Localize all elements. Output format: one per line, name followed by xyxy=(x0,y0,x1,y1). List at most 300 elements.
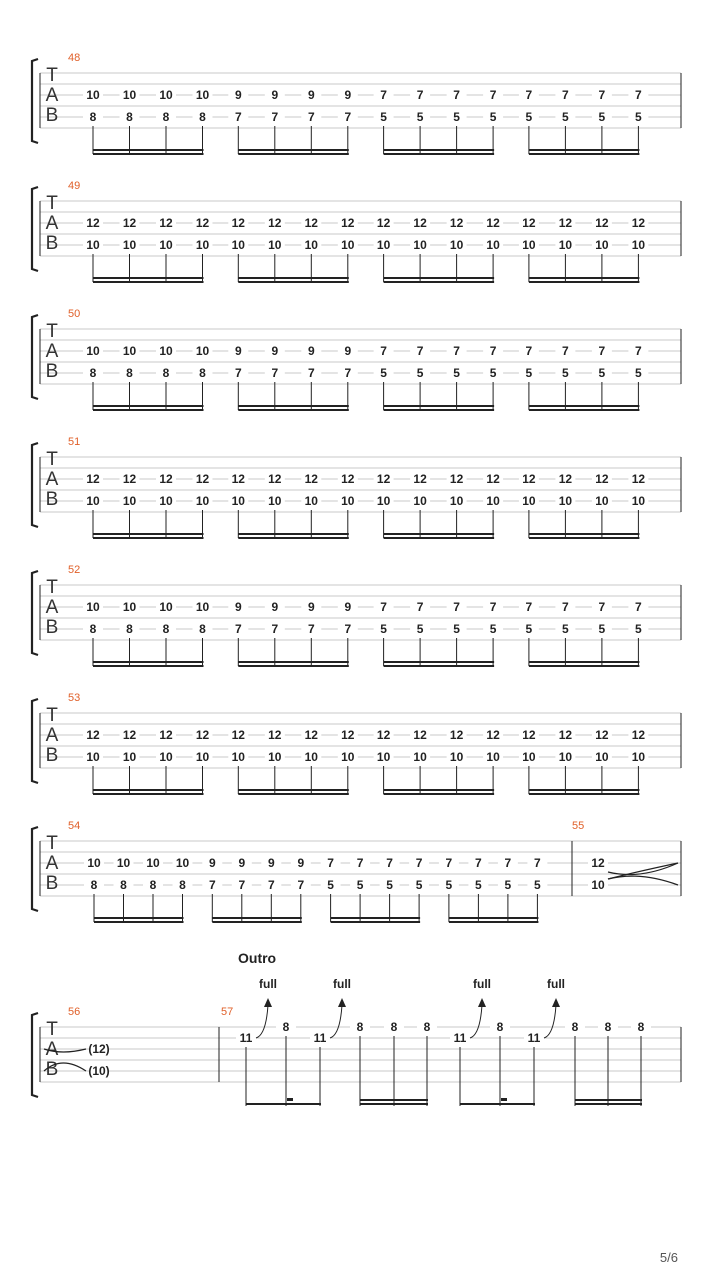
beam xyxy=(384,665,495,667)
beam xyxy=(93,405,204,407)
fret-number: 7 xyxy=(598,344,606,358)
beam xyxy=(238,789,348,791)
fret-number: 7 xyxy=(489,344,497,358)
fret-number: 9 xyxy=(307,344,315,358)
rest-mark xyxy=(287,1098,293,1101)
fret-number: 12 xyxy=(376,472,391,486)
fret-number: 5 xyxy=(416,110,424,124)
beam xyxy=(238,281,348,283)
beam xyxy=(529,409,640,411)
fret-number: 8 xyxy=(637,1020,645,1034)
beam xyxy=(238,533,348,535)
fret-number: 10 xyxy=(231,494,245,508)
fret-number: 5 xyxy=(562,622,569,636)
fret-number: 12 xyxy=(595,728,609,742)
fret-number: 9 xyxy=(271,344,279,358)
fret-number: 8 xyxy=(126,622,133,636)
beam xyxy=(331,921,421,923)
measure-number: 49 xyxy=(68,180,81,192)
fret-number: 10 xyxy=(86,750,100,764)
beam xyxy=(246,1103,321,1105)
measure-number: 53 xyxy=(68,692,81,704)
measure-number: 48 xyxy=(68,52,81,64)
beam xyxy=(93,537,204,539)
beam xyxy=(384,537,495,539)
fret-number: 10 xyxy=(558,750,573,764)
beam xyxy=(238,665,348,667)
fret-number: 5 xyxy=(635,366,642,380)
fret-number: 12 xyxy=(231,472,245,486)
fret-number: 12 xyxy=(486,216,500,230)
fret-number: 5 xyxy=(327,878,334,892)
fret-number: 7 xyxy=(271,622,279,636)
fret-number: 8 xyxy=(89,110,97,124)
fret-number: 10 xyxy=(159,238,173,252)
fret-number: 12 xyxy=(195,216,210,230)
fret-number: 12 xyxy=(304,728,318,742)
tab-clef-letter: A xyxy=(45,853,59,874)
fret-number: 7 xyxy=(307,622,315,636)
fret-number: 9 xyxy=(234,88,242,102)
fret-number: 10 xyxy=(522,750,536,764)
fret-number: 12 xyxy=(631,728,646,742)
fret-number: 7 xyxy=(635,344,642,358)
fret-number: 7 xyxy=(238,878,246,892)
fret-number: 10 xyxy=(195,750,210,764)
beam xyxy=(238,537,348,539)
bend-label: full xyxy=(473,977,491,991)
tab-clef-letter: B xyxy=(45,1059,59,1080)
fret-number: 8 xyxy=(496,1020,504,1034)
fret-number: 10 xyxy=(376,494,391,508)
fret-number: 7 xyxy=(307,366,315,380)
fret-number: 5 xyxy=(445,878,453,892)
fret-number: 8 xyxy=(89,622,97,636)
beam xyxy=(529,533,640,535)
fret-number: 10 xyxy=(631,238,646,252)
tab-clef-letter: B xyxy=(45,617,59,638)
fret-number: 11 xyxy=(527,1031,541,1045)
fret-number: 12 xyxy=(558,472,573,486)
fret-number: 7 xyxy=(489,600,497,614)
fret-number: 10 xyxy=(195,88,210,102)
beam xyxy=(360,1099,428,1101)
fret-number: 7 xyxy=(416,344,424,358)
fret-number: 12 xyxy=(595,472,609,486)
fret-number: 12 xyxy=(195,728,210,742)
beam xyxy=(238,149,348,151)
beam xyxy=(460,1103,535,1105)
fret-number: 10 xyxy=(376,238,391,252)
fret-number: 5 xyxy=(415,878,423,892)
fret-number: 10 xyxy=(86,88,100,102)
fret-number: 12 xyxy=(341,728,355,742)
fret-number: 10 xyxy=(413,494,427,508)
fret-number: 7 xyxy=(344,366,352,380)
fret-number: 10 xyxy=(122,344,137,358)
fret-number: 7 xyxy=(635,88,642,102)
fret-number: 10 xyxy=(268,238,282,252)
fret-number: 9 xyxy=(344,344,352,358)
fret-number: 12 xyxy=(304,472,318,486)
fret-number: 5 xyxy=(525,110,533,124)
tab-clef-letter: A xyxy=(45,597,59,618)
beam xyxy=(94,921,184,923)
fret-number: 7 xyxy=(453,600,460,614)
measure-number: 52 xyxy=(68,564,81,576)
fret-number: 12 xyxy=(413,216,427,230)
fret-number: 12 xyxy=(86,472,100,486)
fret-number: 9 xyxy=(271,600,279,614)
fret-number: 12 xyxy=(268,728,282,742)
fret-number: 5 xyxy=(416,366,424,380)
fret-number: 10 xyxy=(86,238,100,252)
fret-number: 5 xyxy=(562,366,569,380)
fret-number: 7 xyxy=(598,600,606,614)
beam xyxy=(384,533,495,535)
fret-number: 10 xyxy=(595,238,609,252)
fret-number: 5 xyxy=(453,366,460,380)
fret-number: 8 xyxy=(356,1020,364,1034)
fret-number: 8 xyxy=(126,110,133,124)
fret-number: 7 xyxy=(234,110,242,124)
fret-number: (10) xyxy=(88,1064,110,1078)
fret-number: 7 xyxy=(525,88,533,102)
fret-number: 10 xyxy=(341,750,355,764)
beam xyxy=(238,661,348,663)
tab-clef-letter: B xyxy=(45,233,59,254)
fret-number: 12 xyxy=(631,472,646,486)
fret-number: 5 xyxy=(525,622,533,636)
fret-number: 5 xyxy=(386,878,393,892)
fret-number: 7 xyxy=(416,88,424,102)
tab-clef-letter: B xyxy=(45,105,59,126)
fret-number: 12 xyxy=(522,216,536,230)
beam xyxy=(449,921,539,923)
tab-clef-letter: T xyxy=(46,833,58,854)
fret-number: 7 xyxy=(307,110,315,124)
fret-number: 12 xyxy=(449,728,464,742)
fret-number: 7 xyxy=(271,110,279,124)
fret-number: 8 xyxy=(199,110,206,124)
fret-number: 10 xyxy=(522,238,536,252)
fret-number: 10 xyxy=(449,750,464,764)
fret-number: 8 xyxy=(423,1020,431,1034)
beam xyxy=(529,537,640,539)
fret-number: 10 xyxy=(86,600,100,614)
beam xyxy=(529,281,640,283)
tab-clef-letter: B xyxy=(45,361,59,382)
fret-number: 10 xyxy=(341,238,355,252)
fret-number: 5 xyxy=(525,366,533,380)
fret-number: 10 xyxy=(595,494,609,508)
beam xyxy=(529,789,640,791)
fret-number: 10 xyxy=(413,238,427,252)
fret-number: 12 xyxy=(413,472,427,486)
bend-label: full xyxy=(259,977,277,991)
beam xyxy=(529,277,640,279)
beam xyxy=(575,1103,642,1105)
fret-number: 7 xyxy=(445,856,453,870)
fret-number: 7 xyxy=(386,856,393,870)
bend-curve xyxy=(544,1005,556,1038)
fret-number: 10 xyxy=(376,750,391,764)
fret-number: 12 xyxy=(522,472,536,486)
beam xyxy=(212,921,301,923)
fret-number: 11 xyxy=(453,1031,467,1045)
tab-clef-letter: T xyxy=(46,705,58,726)
fret-number: 10 xyxy=(591,878,605,892)
fret-number: 12 xyxy=(522,728,536,742)
fret-number: 8 xyxy=(390,1020,398,1034)
fret-number: 10 xyxy=(159,750,173,764)
fret-number: 7 xyxy=(534,856,541,870)
fret-number: 12 xyxy=(376,216,391,230)
fret-number: 12 xyxy=(86,216,100,230)
rest-mark xyxy=(501,1098,507,1101)
fret-number: 12 xyxy=(195,472,210,486)
fret-number: 7 xyxy=(267,878,275,892)
beam xyxy=(238,793,348,795)
fret-number: 8 xyxy=(179,878,186,892)
page-number: 5/6 xyxy=(659,1250,678,1265)
fret-number: 10 xyxy=(268,750,282,764)
fret-number: 5 xyxy=(380,366,387,380)
fret-number: 7 xyxy=(208,878,216,892)
fret-number: 5 xyxy=(380,622,387,636)
fret-number: 12 xyxy=(159,472,173,486)
beam xyxy=(384,281,495,283)
beam xyxy=(93,153,204,155)
fret-number: 7 xyxy=(475,856,482,870)
fret-number: 9 xyxy=(297,856,305,870)
system-bracket xyxy=(32,571,38,655)
beam xyxy=(331,917,421,919)
fret-number: 12 xyxy=(486,472,500,486)
fret-number: 11 xyxy=(313,1031,327,1045)
beam xyxy=(529,149,640,151)
fret-number: 8 xyxy=(126,366,133,380)
beam xyxy=(384,661,495,663)
measure-number: 57 xyxy=(221,1006,234,1018)
beam xyxy=(212,917,301,919)
fret-number: 10 xyxy=(195,600,210,614)
fret-number: 8 xyxy=(89,366,97,380)
fret-number: 10 xyxy=(631,750,646,764)
measure-number: 51 xyxy=(68,436,81,448)
fret-number: 10 xyxy=(304,238,318,252)
fret-number: 10 xyxy=(195,344,210,358)
beam xyxy=(529,405,640,407)
beam xyxy=(529,793,640,795)
fret-number: 9 xyxy=(344,600,352,614)
fret-number: 5 xyxy=(380,110,387,124)
fret-number: 7 xyxy=(234,622,242,636)
fret-number: 7 xyxy=(504,856,512,870)
fret-number: 7 xyxy=(525,600,533,614)
tab-clef-letter: B xyxy=(45,489,59,510)
fret-number: 9 xyxy=(238,856,246,870)
fret-number: 7 xyxy=(635,600,642,614)
beam xyxy=(238,409,348,411)
tab-clef-letter: A xyxy=(45,213,59,234)
fret-number: 12 xyxy=(449,472,464,486)
measure-number: 55 xyxy=(572,820,585,832)
system-bracket xyxy=(32,187,38,271)
beam xyxy=(93,533,204,535)
fret-number: 10 xyxy=(486,750,500,764)
fret-number: 10 xyxy=(159,494,173,508)
fret-number: 10 xyxy=(86,494,100,508)
fret-number: 7 xyxy=(380,600,387,614)
fret-number: 9 xyxy=(234,600,242,614)
fret-number: 9 xyxy=(208,856,216,870)
beam xyxy=(93,281,204,283)
fret-number: 7 xyxy=(562,344,569,358)
fret-number: 8 xyxy=(571,1020,579,1034)
fret-number: 5 xyxy=(489,366,497,380)
bend-curve xyxy=(470,1005,482,1038)
fret-number: 5 xyxy=(598,110,606,124)
tab-clef-letter: A xyxy=(45,725,59,746)
fret-number: 7 xyxy=(525,344,533,358)
tab-clef-letter: A xyxy=(45,85,59,106)
fret-number: 12 xyxy=(341,472,355,486)
fret-number: 7 xyxy=(327,856,334,870)
fret-number: 7 xyxy=(380,88,387,102)
beam xyxy=(529,661,640,663)
fret-number: 10 xyxy=(195,494,210,508)
fret-number: 12 xyxy=(268,216,282,230)
fret-number: 10 xyxy=(159,88,173,102)
system-bracket xyxy=(32,827,38,911)
fret-number: 12 xyxy=(304,216,318,230)
fret-number: 5 xyxy=(598,622,606,636)
fret-number: 7 xyxy=(416,600,424,614)
fret-number: 8 xyxy=(149,878,157,892)
fret-number: 5 xyxy=(475,878,482,892)
beam xyxy=(93,793,204,795)
system-bracket xyxy=(32,1013,38,1097)
fret-number: 9 xyxy=(307,600,315,614)
fret-number: 5 xyxy=(416,622,424,636)
beam xyxy=(384,153,495,155)
fret-number: 7 xyxy=(344,622,352,636)
fret-number: 10 xyxy=(122,494,137,508)
tab-clef-letter: T xyxy=(46,449,58,470)
fret-number: (12) xyxy=(88,1042,110,1056)
tab-clef-letter: T xyxy=(46,321,58,342)
fret-number: 5 xyxy=(489,110,497,124)
tab-clef-letter: A xyxy=(45,469,59,490)
fret-number: 7 xyxy=(453,88,460,102)
fret-number: 12 xyxy=(486,728,500,742)
bend-arrowhead xyxy=(552,998,560,1007)
fret-number: 8 xyxy=(199,622,206,636)
fret-number: 10 xyxy=(522,494,536,508)
fret-number: 10 xyxy=(231,750,245,764)
fret-number: 7 xyxy=(562,88,569,102)
beam xyxy=(384,405,495,407)
fret-number: 7 xyxy=(453,344,460,358)
fret-number: 10 xyxy=(304,750,318,764)
fret-number: 10 xyxy=(122,600,137,614)
beam xyxy=(238,405,348,407)
tab-clef-letter: B xyxy=(45,873,59,894)
beam xyxy=(384,409,495,411)
fret-number: 12 xyxy=(591,856,605,870)
fret-number: 12 xyxy=(413,728,427,742)
bend-arrowhead xyxy=(478,998,486,1007)
fret-number: 5 xyxy=(534,878,541,892)
measure-number: 56 xyxy=(68,1006,81,1018)
fret-number: 10 xyxy=(122,238,137,252)
fret-number: 10 xyxy=(195,238,210,252)
beam xyxy=(93,277,204,279)
fret-number: 10 xyxy=(116,856,131,870)
section-label: Outro xyxy=(238,950,277,966)
fret-number: 8 xyxy=(162,366,170,380)
beam xyxy=(529,153,640,155)
fret-number: 12 xyxy=(631,216,646,230)
fret-number: 8 xyxy=(120,878,127,892)
system-bracket xyxy=(32,315,38,399)
system-bracket xyxy=(32,699,38,783)
beam xyxy=(93,149,204,151)
tab-clef-letter: T xyxy=(46,1019,58,1040)
fret-number: 7 xyxy=(489,88,497,102)
fret-number: 5 xyxy=(504,878,512,892)
fret-number: 10 xyxy=(558,494,573,508)
fret-number: 12 xyxy=(558,216,573,230)
fret-number: 12 xyxy=(376,728,391,742)
fret-number: 9 xyxy=(344,88,352,102)
fret-number: 7 xyxy=(598,88,606,102)
beam xyxy=(238,277,348,279)
fret-number: 5 xyxy=(356,878,364,892)
fret-number: 10 xyxy=(146,856,160,870)
tab-clef-letter: T xyxy=(46,577,58,598)
fret-number: 5 xyxy=(453,622,460,636)
fret-number: 12 xyxy=(122,472,137,486)
fret-number: 10 xyxy=(449,494,464,508)
fret-number: 8 xyxy=(604,1020,612,1034)
beam xyxy=(94,917,184,919)
fret-number: 10 xyxy=(122,750,137,764)
fret-number: 8 xyxy=(162,110,170,124)
tab-clef-letter: B xyxy=(45,745,59,766)
tab-clef-letter: A xyxy=(45,341,59,362)
bend-label: full xyxy=(333,977,351,991)
fret-number: 10 xyxy=(413,750,427,764)
beam xyxy=(93,665,204,667)
fret-number: 10 xyxy=(304,494,318,508)
fret-number: 12 xyxy=(449,216,464,230)
bend-label: full xyxy=(547,977,565,991)
fret-number: 10 xyxy=(86,344,100,358)
fret-number: 10 xyxy=(486,238,500,252)
fret-number: 12 xyxy=(122,728,137,742)
fret-number: 10 xyxy=(558,238,573,252)
fret-number: 5 xyxy=(489,622,497,636)
fret-number: 7 xyxy=(297,878,305,892)
fret-number: 11 xyxy=(239,1031,253,1045)
fret-number: 5 xyxy=(453,110,460,124)
fret-number: 7 xyxy=(234,366,242,380)
beam xyxy=(384,793,495,795)
fret-number: 12 xyxy=(122,216,137,230)
bend-arrowhead xyxy=(264,998,272,1007)
